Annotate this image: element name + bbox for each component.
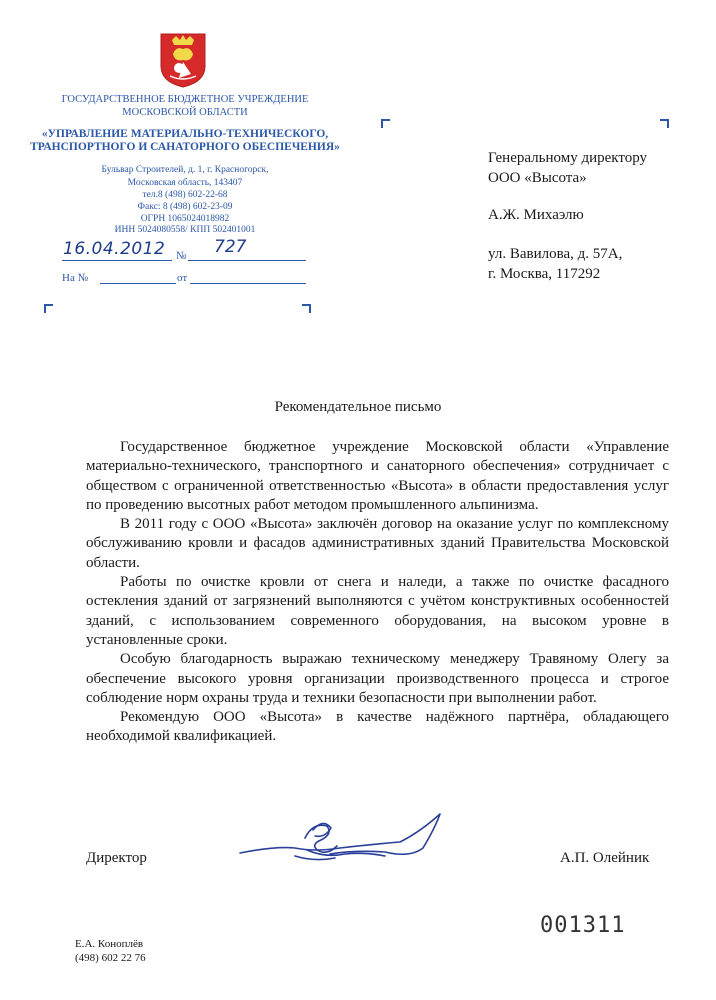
from-underline xyxy=(190,283,306,284)
body-paragraph: В 2011 году с ООО «Высота» заключён договор на оказание услуг по комплексному обслуживанию кровли и фасадов административных зданий Правительства Московской области. xyxy=(86,516,669,571)
signatory-name: А.П. Олейник xyxy=(560,850,650,866)
coat-of-arms-icon xyxy=(158,32,208,88)
letter-body xyxy=(86,438,669,747)
addressee-city: г. Москва, 117292 xyxy=(488,266,601,282)
from-label: от xyxy=(177,272,188,284)
corner-mark xyxy=(660,119,669,128)
addressee-line2: ООО «Высота» xyxy=(488,170,587,186)
body-paragraph: Рекомендую ООО «Высота» в качестве надёжного партнёра, обладающего необходимой квалификацией. xyxy=(86,709,669,745)
corner-mark xyxy=(302,304,311,313)
letterhead-address-line1: Бульвар Строителей, д. 1, г. Красногорск, xyxy=(101,165,269,175)
letterhead-name-line1: «УПРАВЛЕНИЕ МАТЕРИАЛЬНО-ТЕХНИЧЕСКОГО, xyxy=(41,128,329,140)
number-underline xyxy=(188,260,306,261)
letter-title: Рекомендательное письмо xyxy=(274,399,442,415)
registration-date: 16.04.2012 xyxy=(63,239,166,259)
reference-label: На № xyxy=(62,272,89,284)
number-label: № xyxy=(176,250,187,262)
date-underline xyxy=(62,260,172,261)
letterhead-address-line2: Московская область, 143407 xyxy=(127,178,243,188)
serial-number: 001311 xyxy=(540,913,626,938)
letterhead-name-line2: ТРАНСПОРТНОГО И САНАТОРНОГО ОБЕСПЕЧЕНИЯ» xyxy=(30,141,340,153)
addressee-person: А.Ж. Михаэлю xyxy=(488,207,584,223)
letterhead-ogrn: ОГРН 1065024018982 xyxy=(140,214,230,224)
letterhead-org-line1: ГОСУДАРСТВЕННОЕ БЮДЖЕТНОЕ УЧРЕЖДЕНИЕ xyxy=(61,94,309,105)
body-paragraph: Государственное бюджетное учреждение Московской области «Управление материально-технического, транспортного и санаторного обеспечения» сотрудничает с обществом с ограниченной ответственностью «Высота» в области предоставления услуг по проведению высотных работ методом промышленного альпинизма. xyxy=(86,439,669,513)
body-paragraph: Работы по очистке кровли от снега и наледи, а также по очистке фасадного остекления зданий от загрязнений выполняются с учётом конструктивных особенностей зданий, с использованием современного оборудования, на высоком уровне в установленные сроки. xyxy=(86,574,669,648)
handwritten-signature xyxy=(235,808,450,866)
letterhead-inn-kpp: ИНН 5024080558/ КПП 502401001 xyxy=(114,225,256,235)
corner-mark xyxy=(381,119,390,128)
reference-underline xyxy=(100,283,176,284)
executor-name: Е.А. Коноплёв xyxy=(75,938,144,950)
signatory-role: Директор xyxy=(86,850,147,866)
corner-mark xyxy=(44,304,53,313)
body-paragraph: Особую благодарность выражаю техническому менеджеру Травяному Олегу за обеспечение высокого уровня организации производственного процесса и строгое соблюдение норм охраны труда и техники безопасности при выполнении работ. xyxy=(86,651,669,706)
registration-number: 727 xyxy=(214,237,247,257)
letterhead-fax: Факс: 8 (498) 602-23-09 xyxy=(137,202,233,212)
letterhead-org-line2: МОСКОВСКОЙ ОБЛАСТИ xyxy=(122,107,248,118)
addressee-line1: Генеральному директору xyxy=(488,150,648,166)
letterhead-phone: тел.8 (498) 602-22-68 xyxy=(142,190,228,200)
addressee-street: ул. Вавилова, д. 57А, xyxy=(488,246,623,262)
executor-phone: (498) 602 22 76 xyxy=(75,952,146,964)
